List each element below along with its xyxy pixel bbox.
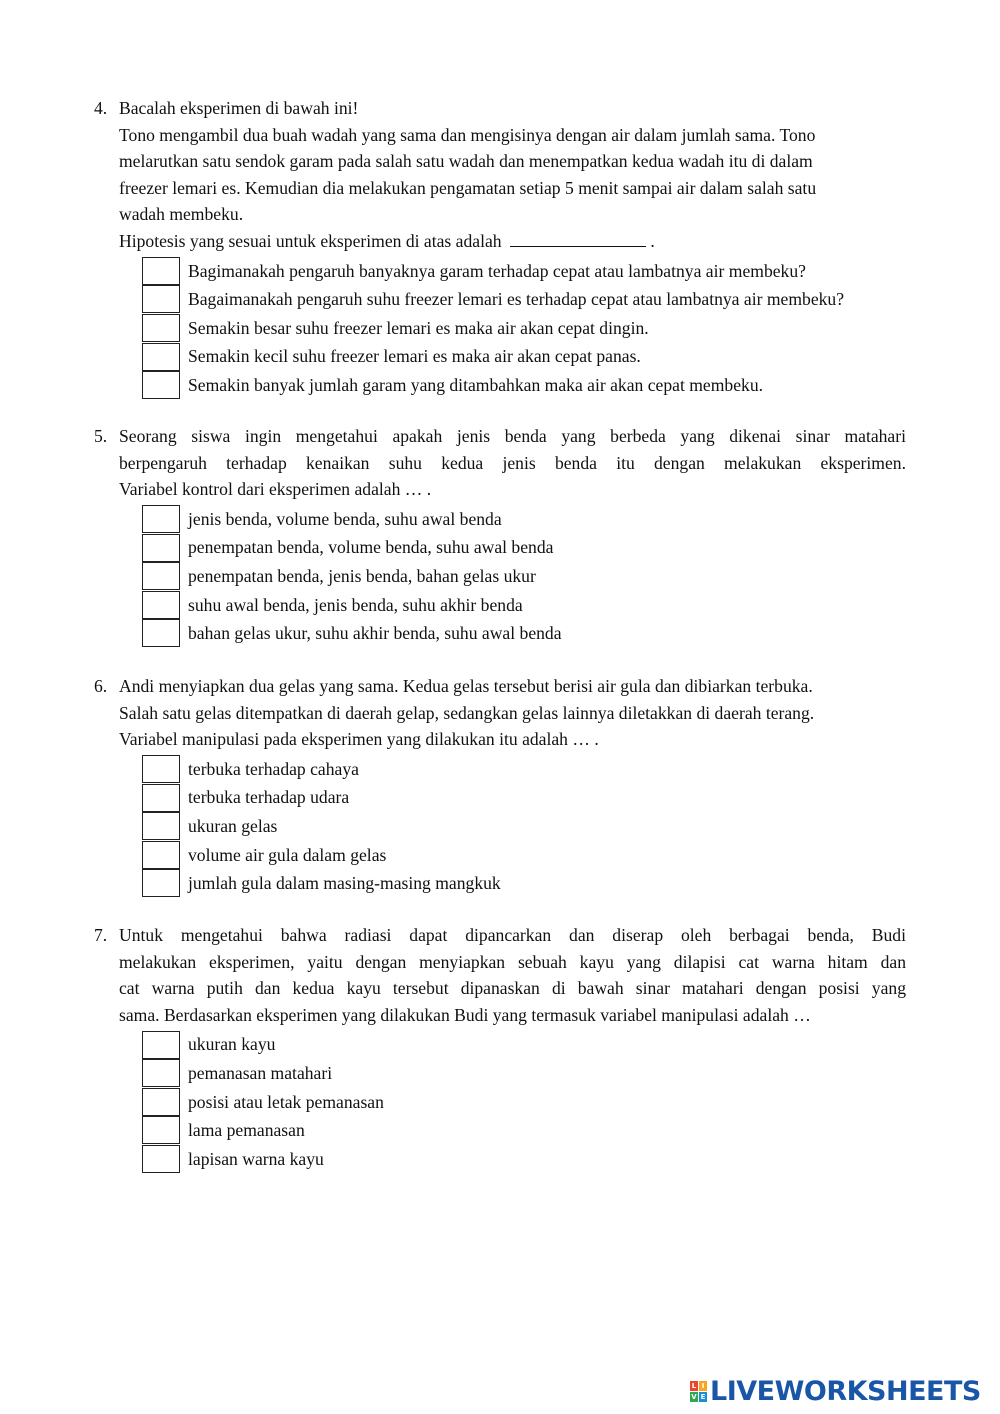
option-text: lama pemanasan	[188, 1120, 305, 1141]
option	[142, 619, 942, 648]
logo-mark-letter: V	[691, 1392, 697, 1401]
question-text-line: sama. Berdasarkan eksperimen yang dilakukan Budi yang termasuk variabel manipulasi adalah …	[119, 1004, 811, 1025]
answer-checkbox[interactable]	[142, 1031, 180, 1059]
question-prompt-text: Hipotesis yang sesuai untuk eksperimen di atas adalah	[119, 230, 502, 251]
option	[142, 591, 942, 620]
option-text: Semakin kecil suhu freezer lemari es maka air akan cepat panas.	[188, 346, 641, 367]
options-list	[142, 755, 942, 898]
question-number: 4.	[94, 98, 108, 118]
question-text-line: Seorang siswa ingin mengetahui apakah jenis benda yang berbeda yang dikenai sinar matahari	[119, 426, 906, 446]
option-text: volume air gula dalam gelas	[188, 844, 387, 865]
question-4	[94, 95, 906, 400]
options-list	[142, 505, 942, 648]
option-text: jumlah gula dalam masing-masing mangkuk	[188, 873, 501, 894]
logo-mark-icon	[690, 1381, 707, 1402]
option	[142, 257, 942, 286]
question-7	[94, 922, 906, 1173]
answer-checkbox[interactable]	[142, 591, 180, 619]
answer-checkbox[interactable]	[142, 1059, 180, 1087]
answer-checkbox[interactable]	[142, 784, 180, 812]
question-text-line: Tono mengambil dua buah wadah yang sama dan mengisinya dengan air dalam jumlah sama. Tono	[119, 124, 816, 145]
answer-checkbox[interactable]	[142, 534, 180, 562]
option-text: Semakin banyak jumlah garam yang ditambahkan maka air akan cepat membeku.	[188, 374, 764, 395]
option-text: Bagaimanakah pengaruh suhu freezer lemari es terhadap cepat atau lambatnya air membeku?	[188, 289, 845, 310]
option	[142, 812, 942, 841]
option	[142, 1088, 942, 1117]
options-list	[142, 257, 942, 400]
question-number: 5.	[94, 426, 108, 446]
answer-checkbox[interactable]	[142, 869, 180, 897]
option-text: jenis benda, volume benda, suhu awal benda	[188, 508, 502, 529]
question-text-line: berpengaruh terhadap kenaikan suhu kedua jenis benda itu dengan melakukan eksperimen.	[119, 452, 906, 473]
option	[142, 1145, 942, 1174]
options-list	[142, 1030, 942, 1173]
question-text-line: Variabel kontrol dari eksperimen adalah … .	[119, 479, 432, 500]
option	[142, 1030, 942, 1059]
question-text-line: wadah membeku.	[119, 204, 244, 225]
answer-blank	[510, 232, 646, 247]
answer-checkbox[interactable]	[142, 1088, 180, 1116]
answer-checkbox[interactable]	[142, 285, 180, 313]
answer-checkbox[interactable]	[142, 619, 180, 647]
question-text-line: cat warna putih dan kedua kayu tersebut dipanaskan di bawah sinar matahari dengan posisi yang	[119, 978, 906, 999]
option	[142, 755, 942, 784]
question-prompt-end: .	[650, 230, 655, 251]
option	[142, 562, 942, 591]
question-text-line: Variabel manipulasi pada eksperimen yang dilakukan itu adalah … .	[119, 729, 599, 750]
option-text: Semakin besar suhu freezer lemari es maka air akan cepat dingin.	[188, 317, 649, 338]
option-text: ukuran kayu	[188, 1034, 276, 1055]
option-text: penempatan benda, volume benda, suhu awal benda	[188, 537, 554, 558]
option	[142, 371, 942, 400]
question-text-line: freezer lemari es. Kemudian dia melakukan pengamatan setiap 5 menit sampai air dalam salah satu	[119, 177, 817, 198]
logo-mark-letter: I	[699, 1381, 707, 1391]
option	[142, 342, 942, 371]
answer-checkbox[interactable]	[142, 257, 180, 285]
option	[142, 533, 942, 562]
answer-checkbox[interactable]	[142, 1145, 180, 1173]
question-prompt	[119, 228, 906, 255]
option	[142, 1116, 942, 1145]
option	[142, 505, 942, 534]
option-text: ukuran gelas	[188, 815, 278, 836]
option-text: suhu awal benda, jenis benda, suhu akhir benda	[188, 594, 523, 615]
logo-mark-letter: L	[691, 1381, 697, 1390]
option-text: bahan gelas ukur, suhu akhir benda, suhu awal benda	[188, 623, 562, 644]
answer-checkbox[interactable]	[142, 314, 180, 342]
option	[142, 314, 942, 343]
question-text-line: Salah satu gelas ditempatkan di daerah gelap, sedangkan gelas lainnya diletakkan di daerah terang.	[119, 702, 815, 723]
question-6	[94, 673, 906, 898]
question-text-line: melakukan eksperimen, yaitu dengan menyiapkan sebuah kayu yang dilapisi cat warna hitam dan	[119, 951, 906, 972]
option-text: penempatan benda, jenis benda, bahan gelas ukur	[188, 565, 536, 586]
answer-checkbox[interactable]	[142, 343, 180, 371]
option	[142, 841, 942, 870]
option	[142, 285, 942, 314]
option-text: Bagimanakah pengaruh banyaknya garam terhadap cepat atau lambatnya air membeku?	[188, 260, 806, 281]
option-text: lapisan warna kayu	[188, 1148, 324, 1169]
option-text: terbuka terhadap cahaya	[188, 758, 359, 779]
question-text-line: Untuk mengetahui bahwa radiasi dapat dipancarkan dan diserap oleh berbagai benda, Budi	[119, 925, 906, 945]
answer-checkbox[interactable]	[142, 812, 180, 840]
question-5	[94, 423, 906, 648]
question-text-line: Andi menyiapkan dua gelas yang sama. Kedua gelas tersebut berisi air gula dan dibiarkan terbuka.	[119, 676, 813, 696]
option	[142, 783, 942, 812]
question-number: 6.	[94, 676, 108, 696]
option	[142, 869, 942, 898]
answer-checkbox[interactable]	[142, 1116, 180, 1144]
option-text: terbuka terhadap udara	[188, 787, 350, 808]
logo-mark-letter: E	[700, 1392, 706, 1401]
option-text: pemanasan matahari	[188, 1062, 333, 1083]
answer-checkbox[interactable]	[142, 841, 180, 869]
liveworksheets-logo[interactable]	[690, 1374, 981, 1408]
question-text-line: Bacalah eksperimen di bawah ini!	[119, 98, 359, 118]
logo-text: LIVEWORKSHEETS	[710, 1375, 981, 1407]
answer-checkbox[interactable]	[142, 755, 180, 783]
option-text: posisi atau letak pemanasan	[188, 1091, 384, 1112]
question-text-line: melarutkan satu sendok garam pada salah satu wadah dan menempatkan kedua wadah itu di dalam	[119, 151, 813, 172]
answer-checkbox[interactable]	[142, 505, 180, 533]
question-number: 7.	[94, 925, 108, 945]
option	[142, 1059, 942, 1088]
answer-checkbox[interactable]	[142, 562, 180, 590]
answer-checkbox[interactable]	[142, 371, 180, 399]
